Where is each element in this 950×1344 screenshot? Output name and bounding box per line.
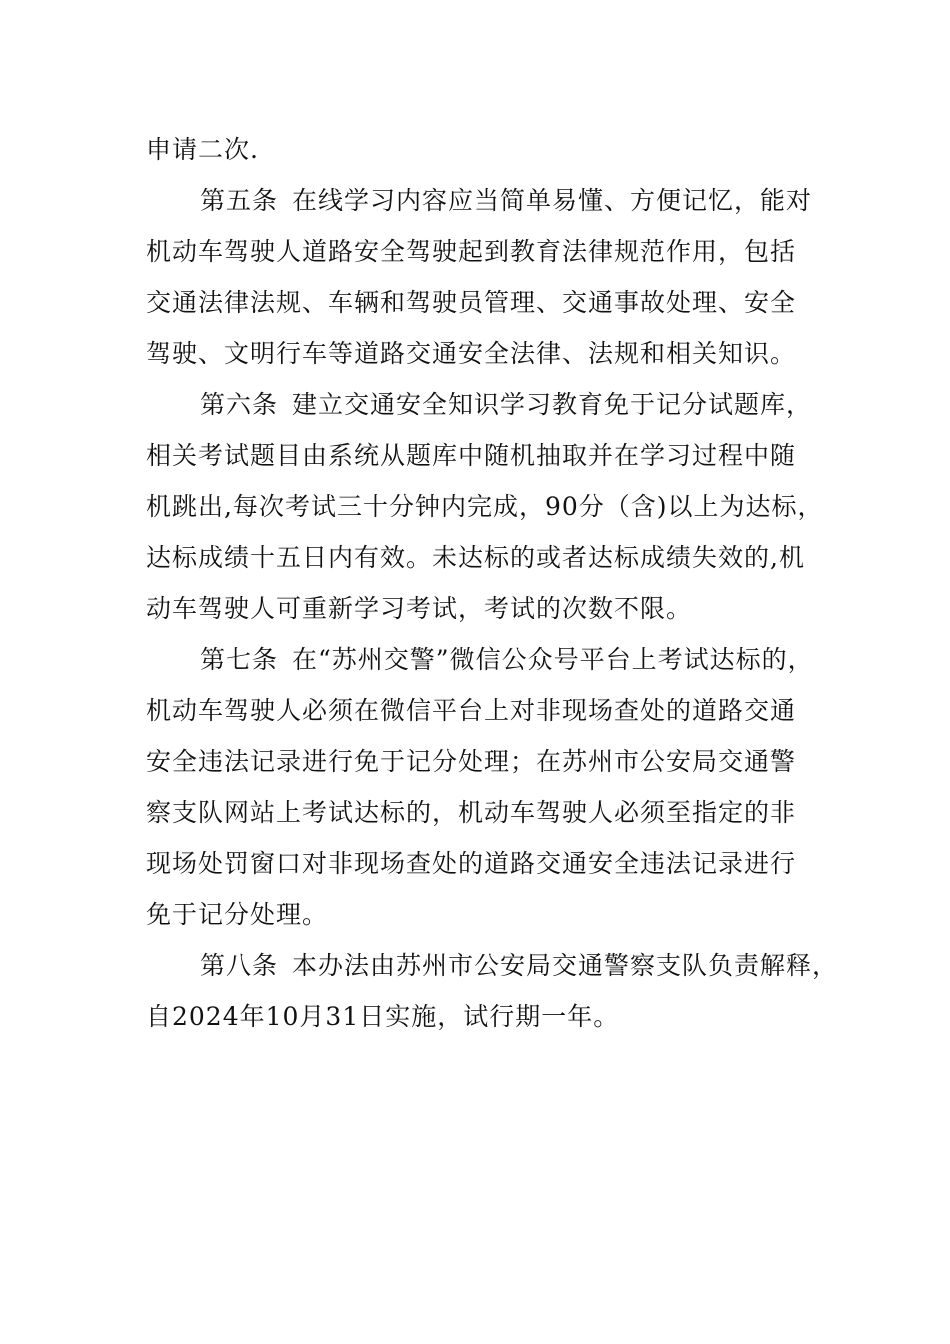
article-text: 建立交通安全知识学习教育免于记分试题库， <box>292 390 813 419</box>
text-line: 现场处罚窗口对非现场查处的道路交通安全违法记录进行 <box>146 849 797 878</box>
article-6 <box>146 379 824 634</box>
article-first-line <box>146 940 839 991</box>
text-line: 申请二次. <box>146 135 259 164</box>
text-line: 达标成绩十五日内有效。未达标的或者达标成绩失效的,机 <box>146 543 805 572</box>
article-label: 第七条 <box>200 645 279 674</box>
continuation-paragraph <box>146 124 808 175</box>
article-label: 第六条 <box>200 390 279 419</box>
article-first-line <box>146 634 814 685</box>
article-label: 第五条 <box>200 186 279 215</box>
article-first-line <box>146 175 813 226</box>
text-line: 机动车驾驶人必须在微信平台上对非现场查处的道路交通 <box>146 696 797 725</box>
article-8 <box>146 940 839 1042</box>
text-line: 驾驶、文明行车等道路交通安全法律、法规和相关知识。 <box>146 339 797 368</box>
article-5 <box>146 175 813 379</box>
article-first-line <box>146 379 813 430</box>
article-text: 在“苏州交警”微信公众号平台上考试达标的， <box>292 645 814 674</box>
text-line: 机动车驾驶人道路安全驾驶起到教育法律规范作用，包括 <box>146 237 797 266</box>
article-text: 本办法由苏州市公安局交通警察支队负责解释， <box>292 951 839 980</box>
text-line: 自2024年10月31日实施，试行期一年。 <box>146 1002 620 1031</box>
text-line: 免于记分处理。 <box>146 900 329 929</box>
text-line: 交通法律法规、车辆和驾驶员管理、交通事故处理、安全 <box>146 288 797 317</box>
text-line: 察支队网站上考试达标的，机动车驾驶人必须至指定的非 <box>146 798 797 827</box>
document-body <box>146 124 839 1042</box>
article-label: 第八条 <box>200 951 279 980</box>
article-text: 在线学习内容应当简单易懂、方便记忆，能对 <box>292 186 813 215</box>
text-line: 机跳出,每次考试三十分钟内完成，90分（含)以上为达标， <box>146 492 824 521</box>
text-line: 相关考试题目由系统从题库中随机抽取并在学习过程中随 <box>146 441 797 470</box>
text-line: 动车驾驶人可重新学习考试，考试的次数不限。 <box>146 594 693 623</box>
text-line: 安全违法记录进行免于记分处理；在苏州市公安局交通警 <box>146 747 797 776</box>
article-7 <box>146 634 814 940</box>
